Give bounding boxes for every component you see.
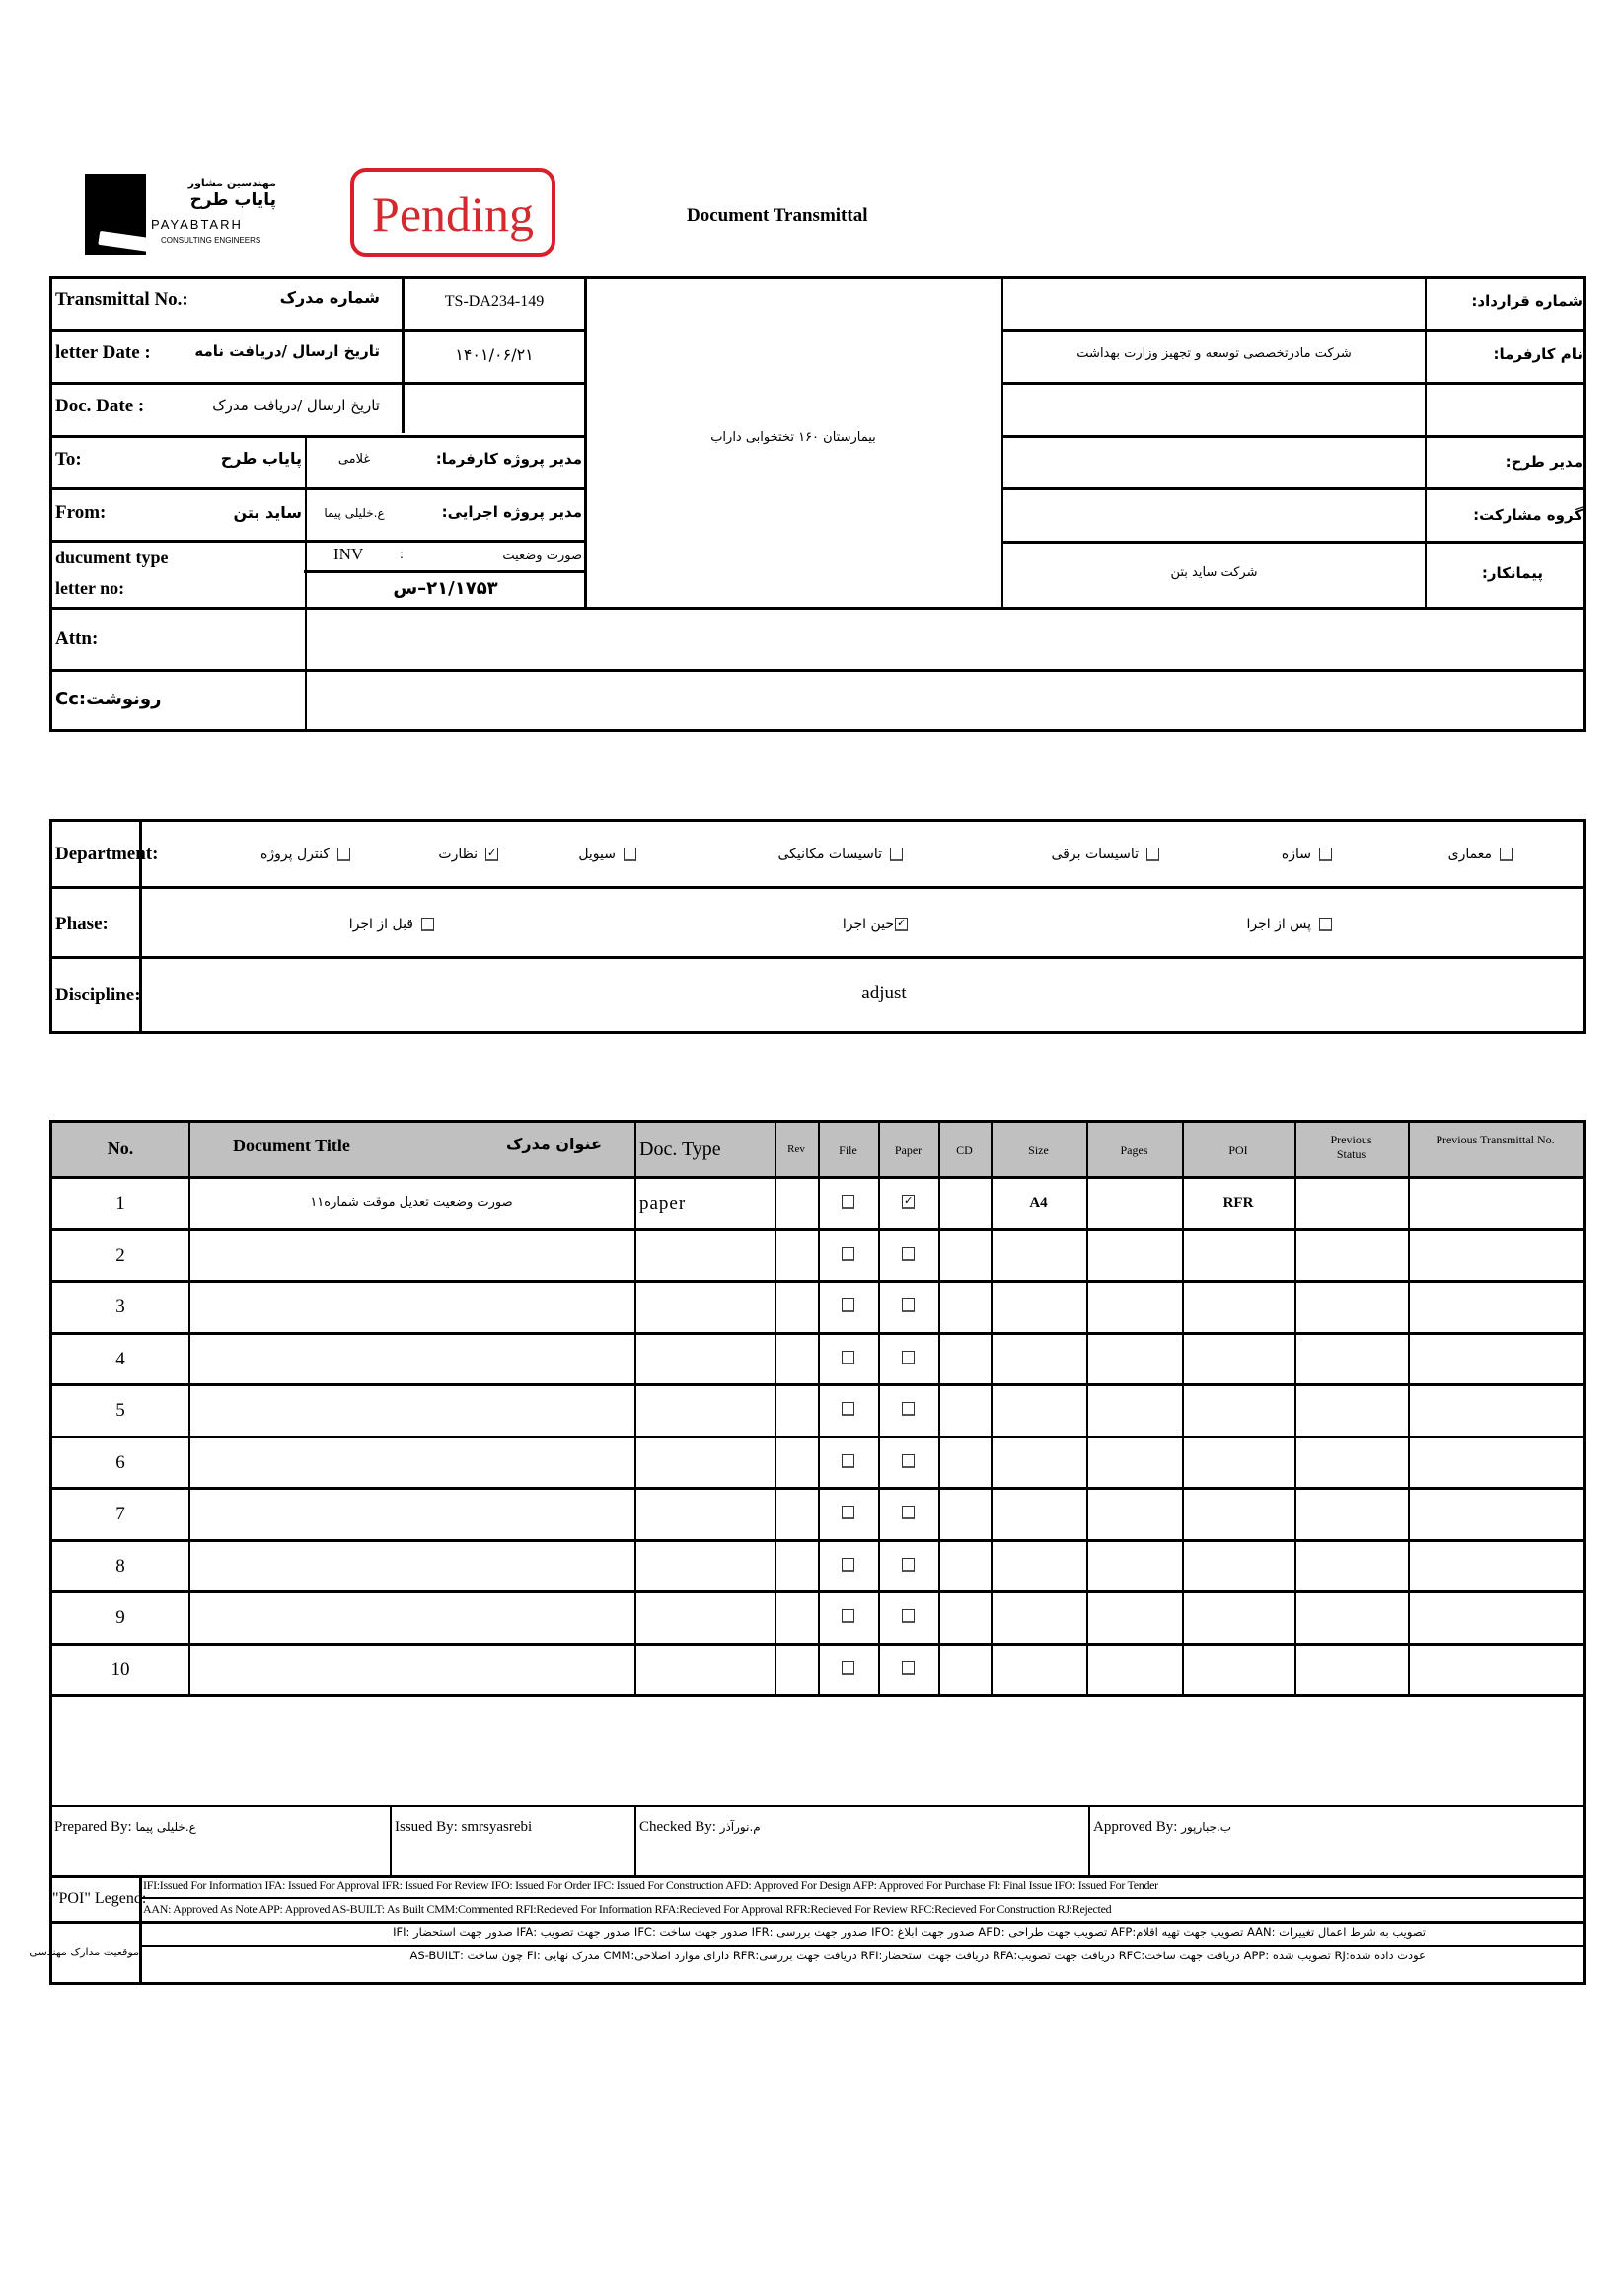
poi-legend-label: "POI" Legend:	[52, 1890, 147, 1907]
phase-option[interactable]	[1169, 916, 1332, 933]
row-no: 3	[115, 1296, 125, 1317]
department-checkbox[interactable]	[1319, 848, 1332, 861]
row-paper-checkbox[interactable]	[902, 1195, 915, 1209]
checked-by-value: م.نورآذر	[719, 1820, 761, 1834]
row-no: 5	[115, 1400, 125, 1421]
department-option-label: تاسیسات برقی	[1051, 847, 1139, 862]
transmittal-no-label-fa: شماره مدرک	[279, 288, 380, 307]
row-file-checkbox[interactable]	[842, 1454, 854, 1468]
letter-no-label: letter no:	[55, 578, 125, 598]
letter-date-value: ۱۴۰۱/۰۶/۲۱	[455, 345, 534, 364]
page-title: Document Transmittal	[687, 205, 868, 226]
discipline-label: Discipline:	[55, 985, 141, 1005]
poi-legend-line1: IFI:Issued For Information IFA: Issued For Approval IFR: Issued For Review IFO: Issued For Order IFC: Issued For Construction AFD: Approved For Design AFP: Approved For Purchase FI: Final Issue IFO: Issued For Tender	[143, 1879, 1158, 1892]
prepared-by-value: ع.خلیلی پیما	[135, 1820, 196, 1834]
table-row	[49, 1228, 1586, 1281]
table-row	[49, 1436, 1586, 1488]
transmittal-no-label: Transmittal No.:	[55, 289, 188, 310]
employer-label: نام کارفرما:	[1493, 345, 1583, 363]
row-paper-checkbox[interactable]	[902, 1247, 915, 1261]
row-title[interactable]: صورت وضعیت تعدیل موقت شماره۱۱	[310, 1195, 513, 1210]
department-option-label: نظارت	[438, 847, 478, 862]
department-checkbox[interactable]	[890, 848, 903, 861]
row-file-checkbox[interactable]	[842, 1298, 854, 1312]
col-header-title-en: Document Title	[233, 1136, 350, 1155]
letter-no-value: ۲۱/۱۷۵۳–س	[393, 578, 498, 599]
row-no: 6	[115, 1452, 125, 1473]
row-file-checkbox[interactable]	[842, 1351, 854, 1364]
phase-option-label: قبل از اجرا	[348, 917, 413, 932]
row-paper-checkbox[interactable]	[902, 1402, 915, 1416]
company-name-fa: پایاب طرح	[189, 190, 276, 210]
row-file-checkbox[interactable]	[842, 1247, 854, 1261]
department-checkbox[interactable]	[1146, 848, 1159, 861]
col-header-doc-type: Doc. Type	[639, 1139, 721, 1160]
employer-value: شرکت مادرتخصصی توسعه و تجهیز وزارت بهداشت	[1076, 346, 1352, 361]
table-row	[49, 1643, 1586, 1695]
col-header-cd: CD	[956, 1143, 973, 1157]
row-no: 9	[115, 1607, 125, 1628]
client-pm-name: غلامی	[337, 452, 371, 467]
contract-no-label: شماره قرارداد:	[1471, 292, 1583, 310]
department-checkbox[interactable]	[624, 848, 636, 861]
to-label: To:	[55, 449, 82, 470]
row-no: 10	[111, 1659, 130, 1680]
row-file-checkbox[interactable]	[842, 1609, 854, 1623]
approved-by	[1093, 1819, 1231, 1836]
department-option-label: کنترل پروژه	[260, 847, 330, 862]
phase-label: Phase:	[55, 914, 109, 934]
col-header-paper: Paper	[894, 1143, 923, 1157]
phase-option-label: حین اجرا	[842, 917, 894, 932]
fa-legend-label: موقعیت مدارک مهندسی	[29, 1946, 139, 1958]
contractor-value: شرکت ساید بتن	[1170, 565, 1258, 580]
company-subtitle: CONSULTING ENGINEERS	[161, 236, 261, 245]
col-header-poi: POI	[1228, 1143, 1248, 1157]
department-checkbox[interactable]	[485, 848, 498, 861]
row-paper-checkbox[interactable]	[902, 1454, 915, 1468]
fa-legend-line2: عودت داده شده:RJ تصویب شده :APP دریافت جهت ساخت:RFC دریافت جهت تصویب:RFA دریافت جهت استحضار:RFI دریافت جهت بررسی:RFR دارای موارد اصلاحی:CMM مدرک نهایی :FI چون ساخت :AS-BUILT	[409, 1951, 1426, 1962]
phase-checkbox[interactable]	[421, 918, 434, 931]
discipline-value: adjust	[861, 983, 907, 1003]
department-option-label: معماری	[1447, 847, 1492, 862]
doc-type-code: INV	[333, 545, 364, 563]
partnership-label: گروه مشارکت:	[1473, 506, 1583, 524]
issued-by-label: Issued By:	[395, 1819, 458, 1835]
project-name: بیمارستان ۱۶۰ تختخوابی داراب	[710, 430, 876, 445]
table-row	[49, 1590, 1586, 1643]
department-option[interactable]	[1350, 846, 1513, 863]
col-header-file: File	[839, 1143, 857, 1157]
department-option[interactable]	[335, 846, 498, 863]
prepared-by-label: Prepared By:	[54, 1819, 132, 1835]
exec-pm-name: ع.خلیلی پیما	[324, 506, 385, 520]
row-no: 2	[115, 1245, 125, 1266]
row-file-checkbox[interactable]	[842, 1402, 854, 1416]
approved-by-label: Approved By:	[1093, 1819, 1178, 1835]
row-no: 4	[115, 1349, 125, 1369]
department-checkbox[interactable]	[337, 848, 350, 861]
row-paper-checkbox[interactable]	[902, 1298, 915, 1312]
doc-type-sep: :	[400, 548, 404, 562]
department-option[interactable]	[1169, 846, 1332, 863]
row-no: 7	[115, 1504, 125, 1524]
row-no: 8	[115, 1556, 125, 1577]
company-name-en: PAYABTARH	[151, 217, 243, 232]
contractor-label: پیمانکار:	[1481, 564, 1543, 582]
doc-date-label-fa: تاریخ ارسال /دریافت مدرک	[212, 397, 380, 414]
row-paper-checkbox[interactable]	[902, 1609, 915, 1623]
exec-pm-label: مدیر پروژه اجرایی:	[441, 503, 582, 521]
table-row	[49, 1280, 1586, 1332]
row-file-checkbox[interactable]	[842, 1661, 854, 1675]
cc-label: Cc:رونوشت	[55, 689, 162, 709]
row-file-checkbox[interactable]	[842, 1558, 854, 1572]
checked-by	[639, 1819, 761, 1836]
table-row	[49, 1487, 1586, 1539]
poi-legend-line2: AAN: Approved As Note APP: Approved AS-BUILT: As Built CMM:Commented RFI:Recieved For Information RFA:Recieved For Approval RFR:Recieved For Review RFC:Recieved For Construction RJ:Rejected	[143, 1902, 1112, 1916]
company-name-fa-small: مهندسین مشاور	[187, 177, 276, 189]
attn-label: Attn:	[55, 628, 99, 649]
department-option[interactable]	[997, 846, 1159, 863]
col-header-pages: Pages	[1120, 1143, 1148, 1157]
doc-type-fa: صورت وضعیت	[502, 549, 582, 563]
phase-checkbox[interactable]	[1319, 918, 1332, 931]
phase-option[interactable]	[271, 916, 434, 933]
table-row	[49, 1539, 1586, 1591]
department-option[interactable]	[187, 846, 350, 863]
department-option-label: تاسیسات مکانیکی	[777, 847, 882, 862]
col-header-prev-status: Previous Status	[1330, 1133, 1372, 1161]
department-option-label: سیویل	[578, 847, 616, 862]
row-no: 1	[115, 1193, 125, 1214]
table-row	[49, 1383, 1586, 1436]
phase-option-label: پس از اجرا	[1246, 917, 1311, 932]
row-paper-checkbox[interactable]	[902, 1661, 915, 1675]
issued-by-value: smrsyasrebi	[461, 1819, 533, 1835]
from-value: ساید بتن	[233, 503, 302, 522]
row-file-checkbox[interactable]	[842, 1195, 854, 1209]
col-header-no: No.	[107, 1139, 134, 1158]
row-file-checkbox[interactable]	[842, 1506, 854, 1519]
issued-by	[395, 1819, 532, 1836]
doc-date-label: Doc. Date :	[55, 396, 145, 416]
department-option-label: سازه	[1281, 847, 1311, 862]
row-doc-type[interactable]: paper	[639, 1193, 687, 1214]
transmittal-no-value: TS-DA234-149	[444, 293, 545, 310]
approved-by-value: ب.جبارپور	[1181, 1820, 1232, 1834]
prepared-by	[54, 1819, 196, 1836]
letter-date-label-fa: تاریخ ارسال /دریافت نامه	[194, 342, 380, 360]
doc-type-label: ducument type	[55, 548, 169, 567]
letter-date-label: letter Date :	[55, 342, 151, 363]
plan-manager-label: مدیر طرح:	[1505, 453, 1583, 471]
phase-option[interactable]	[745, 916, 908, 933]
row-size[interactable]: A4	[1029, 1195, 1048, 1211]
row-paper-checkbox[interactable]	[902, 1351, 915, 1364]
department-option[interactable]	[740, 846, 903, 863]
department-label: Department:	[55, 844, 159, 864]
col-header-title-fa: عنوان مدرک	[506, 1135, 602, 1153]
pending-stamp: Pending	[350, 168, 555, 257]
row-paper-checkbox[interactable]	[902, 1558, 915, 1572]
col-header-rev: Rev	[787, 1143, 805, 1155]
fa-legend-line1: تصویب به شرط اعمال تغییرات :AAN تصویب جهت تهیه اقلام:AFP تصویب جهت طراحی :AFD صدور جهت ابلاغ :IFO صدور جهت بررسی :IFR صدور جهت ساخت :IFC صدور جهت تصویب :IFA صدور جهت استحضار :IFI	[393, 1927, 1426, 1939]
row-poi[interactable]: RFR	[1222, 1195, 1254, 1211]
to-value: پایاب طرح	[220, 449, 302, 468]
col-header-size: Size	[1028, 1143, 1049, 1157]
checked-by-label: Checked By:	[639, 1819, 716, 1835]
client-pm-label: مدیر پروژه کارفرما:	[435, 450, 582, 468]
phase-checkbox[interactable]	[895, 918, 908, 931]
department-checkbox[interactable]	[1500, 848, 1513, 861]
table-row	[49, 1332, 1586, 1384]
row-paper-checkbox[interactable]	[902, 1506, 915, 1519]
from-label: From:	[55, 502, 107, 523]
col-header-prev-transmittal: Previous Transmittal No.	[1436, 1133, 1555, 1146]
